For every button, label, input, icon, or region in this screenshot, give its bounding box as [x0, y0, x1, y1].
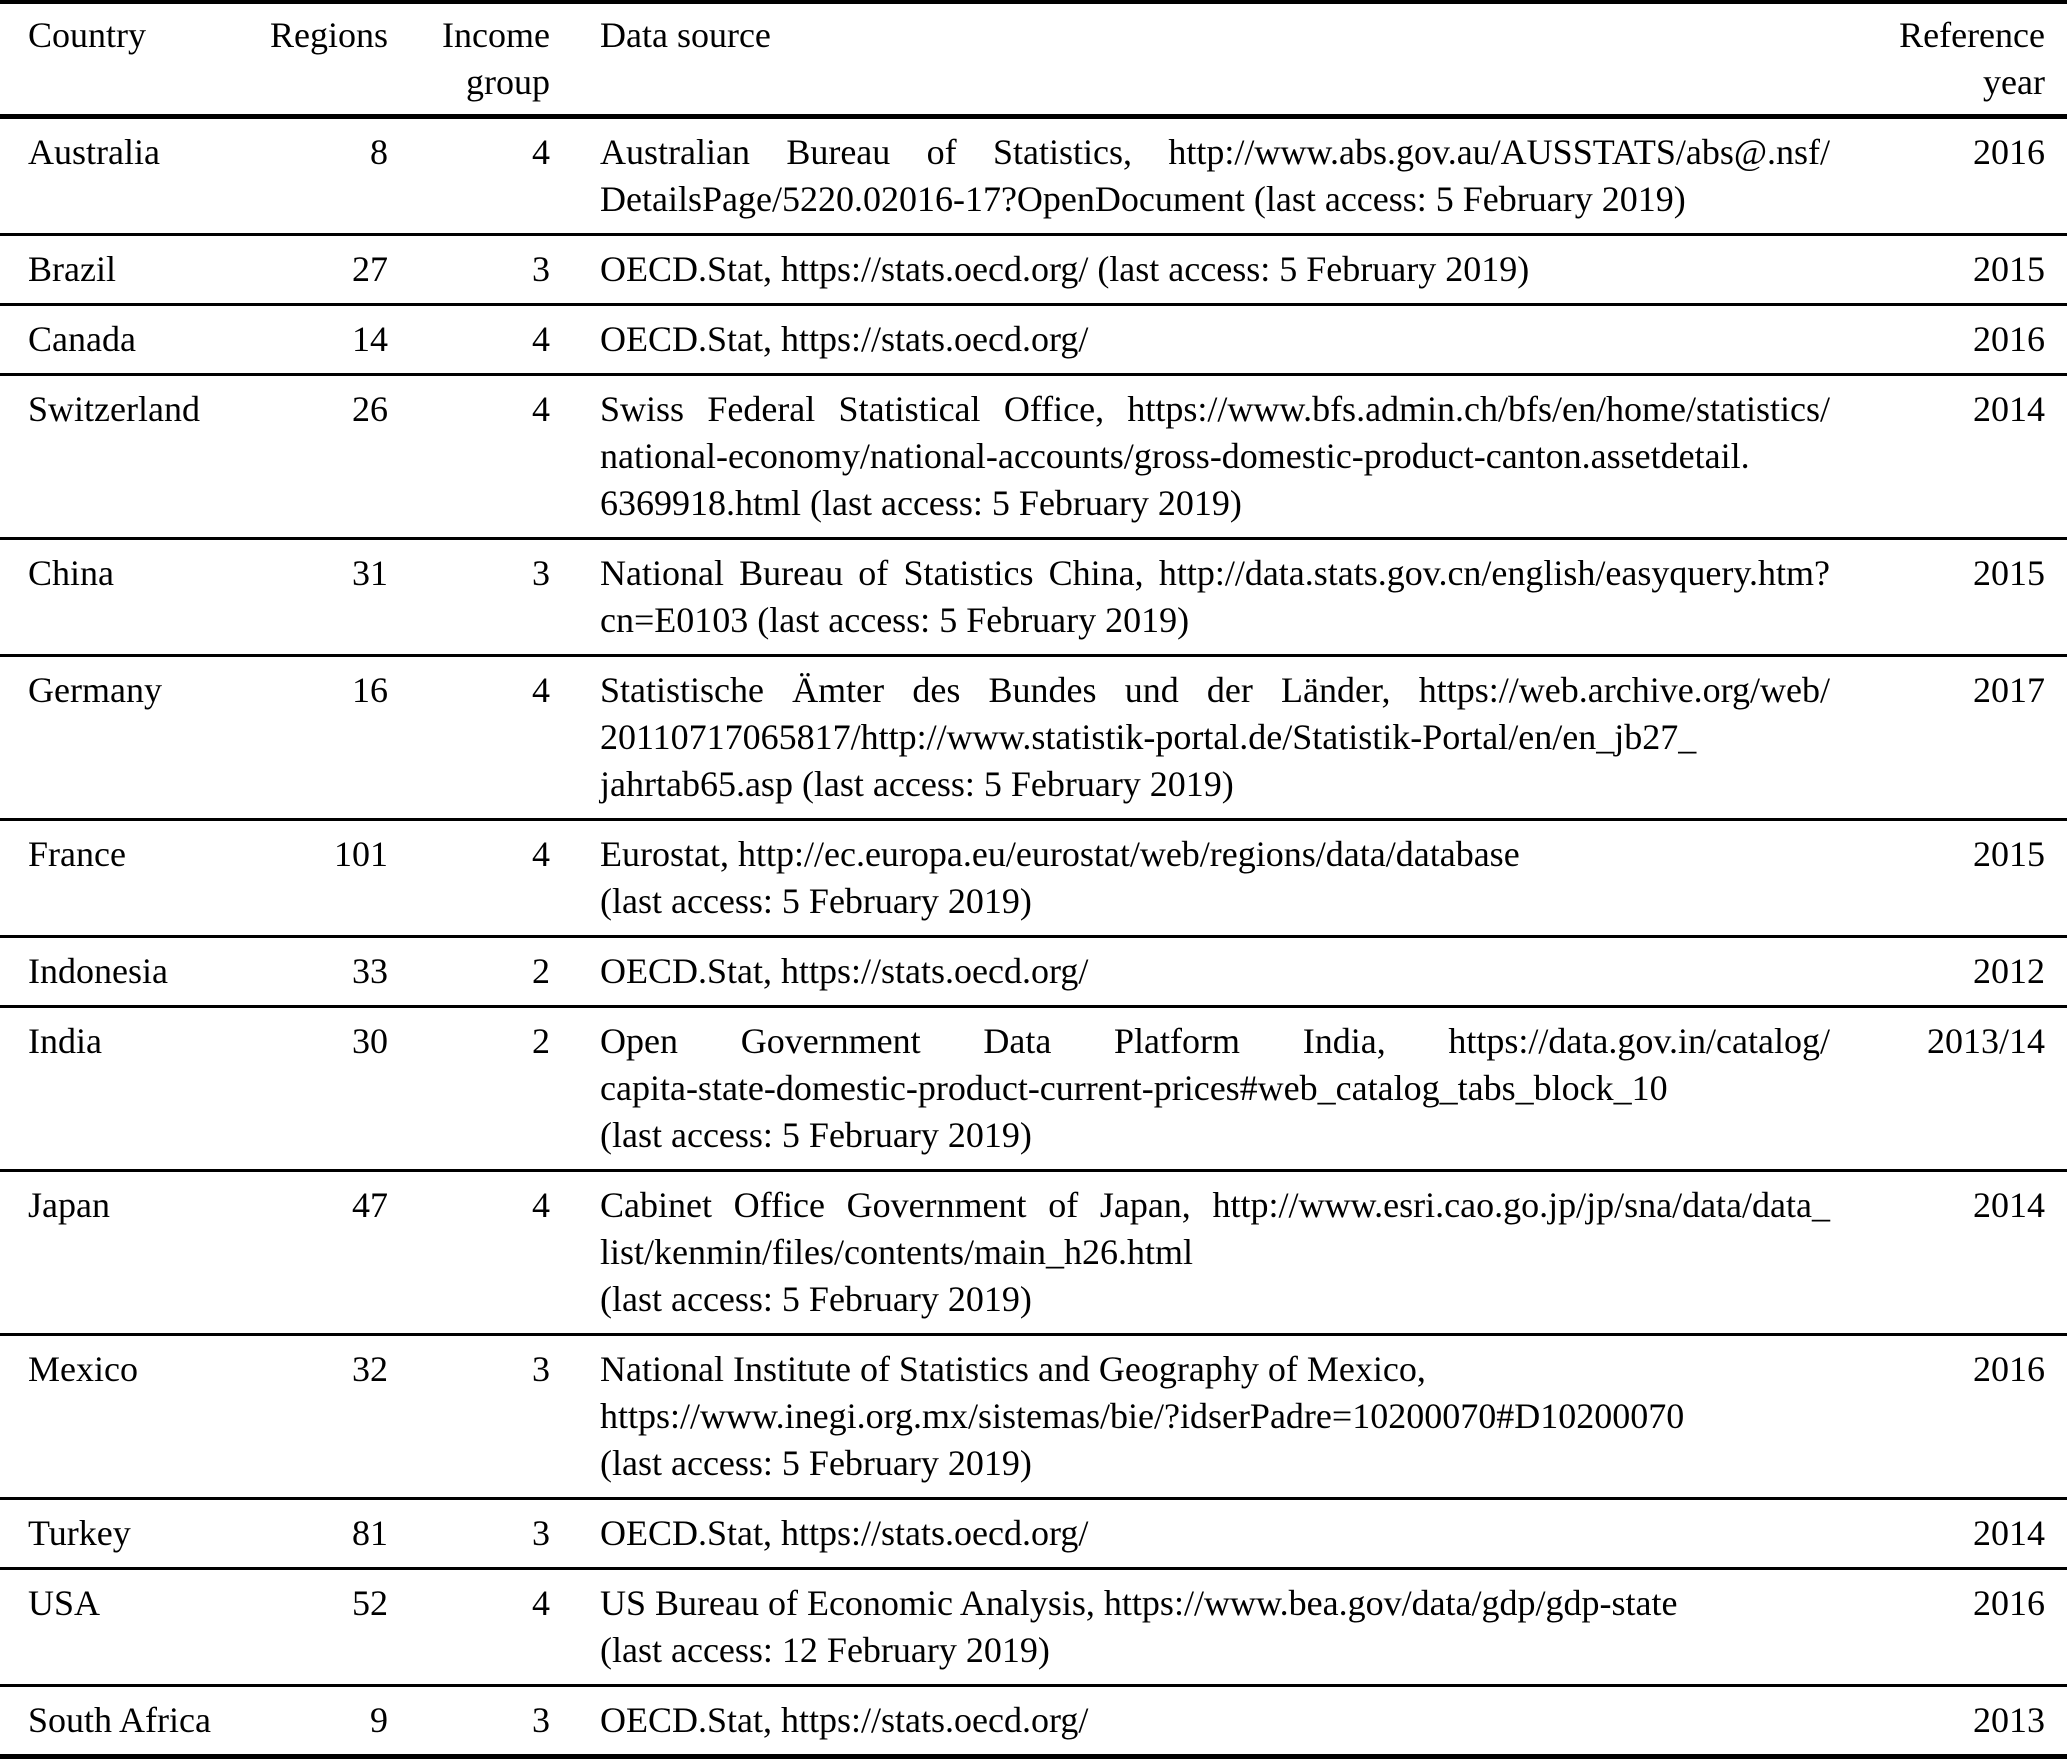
col-header-reference-year	[1880, 2, 2067, 117]
source-line: jahrtab65.asp (last access: 5 February 2019)	[600, 764, 1234, 804]
country-cell: Japan	[0, 1171, 215, 1335]
income-group-cell: 4	[388, 820, 550, 937]
income-group-cell: 3	[388, 539, 550, 656]
source-line: National Bureau of Statistics China, http://data.stats.gov.cn/english/easyquery.htm?	[600, 553, 1830, 593]
col-header-regions-label: Regions	[269, 15, 388, 55]
table-body	[0, 117, 2067, 1757]
col-header-reference-year-line1: Reference	[1899, 15, 2045, 55]
country-cell: Germany	[0, 656, 215, 820]
col-header-reference-year-line2: year	[1983, 62, 2045, 102]
source-line: (last access: 5 February 2019)	[600, 1115, 1032, 1155]
source-line: https://www.inegi.org.mx/sistemas/bie/?idserPadre=10200070#D10200070	[600, 1396, 1685, 1436]
regions-cell: 9	[370, 1700, 388, 1740]
col-header-income-group-line2: group	[466, 62, 550, 102]
data-source-cell	[550, 117, 1880, 235]
regions-cell: 16	[215, 656, 388, 820]
col-header-regions	[215, 2, 388, 117]
data-source-cell	[550, 1171, 1880, 1335]
income-group-cell: 4	[388, 1569, 550, 1686]
source-line: National Institute of Statistics and Geography of Mexico,	[600, 1349, 1426, 1389]
income-group-cell: 4	[388, 656, 550, 820]
data-source-cell	[550, 656, 1880, 820]
data-source-cell	[550, 820, 1880, 937]
country-cell: Indonesia	[0, 937, 215, 1007]
regions-cell: 101	[215, 820, 388, 937]
source-line: Statistische Ämter des Bundes und der Länder, https://web.archive.org/web/	[600, 670, 1830, 710]
regions-cell: 81	[215, 1499, 388, 1569]
table-row	[0, 1335, 2067, 1499]
data-source-cell	[550, 1686, 1880, 1757]
source-line: US Bureau of Economic Analysis, https://www.bea.gov/data/gdp/gdp-state	[600, 1583, 1678, 1623]
table-row	[0, 1569, 2067, 1686]
regions-cell: 27	[215, 235, 388, 305]
table-row	[0, 820, 2067, 937]
table-row	[0, 305, 2067, 375]
country-cell: Brazil	[0, 235, 215, 305]
col-header-income-group	[388, 2, 550, 117]
table-row	[0, 1686, 2067, 1757]
reference-year-cell: 2015	[1880, 820, 2067, 937]
income-group-cell: 4	[388, 1171, 550, 1335]
table-row	[0, 656, 2067, 820]
reference-year-cell: 2012	[1880, 937, 2067, 1007]
income-group-cell: 2	[388, 1007, 550, 1171]
source-line: national-economy/national-accounts/gross-domestic-product-canton.assetdetail.	[600, 436, 1750, 476]
country-cell: Canada	[0, 305, 215, 375]
data-source-cell	[550, 235, 1880, 305]
table-row	[0, 1171, 2067, 1335]
country-cell: France	[0, 820, 215, 937]
regions-cell: 8	[215, 117, 388, 235]
reference-year-cell: 2017	[1880, 656, 2067, 820]
table-row	[0, 117, 2067, 235]
country-cell: China	[0, 539, 215, 656]
source-line: OECD.Stat, https://stats.oecd.org/ (last access: 5 February 2019)	[600, 249, 1530, 289]
reference-year-cell: 2014	[1880, 1171, 2067, 1335]
reference-year-cell: 2016	[1880, 1335, 2067, 1499]
table-row	[0, 1499, 2067, 1569]
table-row	[0, 937, 2067, 1007]
source-line: (last access: 5 February 2019)	[600, 881, 1032, 921]
reference-year-cell: 2016	[1880, 117, 2067, 235]
source-line: 20110717065817/http://www.statistik-portal.de/Statistik-Portal/en/en_jb27_	[600, 717, 1697, 757]
reference-year-cell: 2014	[1880, 1499, 2067, 1569]
reference-year-cell: 2016	[1880, 305, 2067, 375]
country-cell: Turkey	[0, 1499, 215, 1569]
source-line: list/kenmin/files/contents/main_h26.html	[600, 1232, 1193, 1272]
country-cell: South Africa	[28, 1700, 211, 1740]
regions-cell: 14	[215, 305, 388, 375]
col-header-data-source-label: Data source	[600, 15, 771, 55]
income-group-cell: 3	[388, 1335, 550, 1499]
data-source-cell	[550, 1335, 1880, 1499]
regions-cell: 52	[215, 1569, 388, 1686]
regions-cell: 26	[215, 375, 388, 539]
table-row	[0, 539, 2067, 656]
regions-cell: 47	[215, 1171, 388, 1335]
col-header-income-group-line1: Income	[442, 15, 550, 55]
income-group-cell: 3	[388, 1499, 550, 1569]
income-group-cell: 3	[388, 235, 550, 305]
country-cell: Switzerland	[0, 375, 215, 539]
country-cell: India	[0, 1007, 215, 1171]
data-source-cell	[550, 937, 1880, 1007]
country-cell: Australia	[0, 117, 215, 235]
regions-cell: 31	[215, 539, 388, 656]
data-source-cell	[550, 539, 1880, 656]
reference-year-cell: 2013	[1973, 1700, 2045, 1740]
reference-year-cell: 2016	[1880, 1569, 2067, 1686]
col-header-country-label: Country	[28, 15, 147, 55]
source-line: Australian Bureau of Statistics, http://www.abs.gov.au/AUSSTATS/abs@.nsf/	[600, 132, 1830, 172]
data-source-cell	[550, 305, 1880, 375]
reference-year-cell: 2014	[1880, 375, 2067, 539]
income-group-cell: 2	[388, 937, 550, 1007]
country-cell: Mexico	[0, 1335, 215, 1499]
source-line: OECD.Stat, https://stats.oecd.org/	[600, 319, 1089, 359]
source-line: (last access: 12 February 2019)	[600, 1630, 1050, 1670]
regions-cell: 33	[215, 937, 388, 1007]
source-line: Swiss Federal Statistical Office, https://www.bfs.admin.ch/bfs/en/home/statistics/	[600, 389, 1830, 429]
income-group-cell: 4	[388, 375, 550, 539]
country-cell: USA	[0, 1569, 215, 1686]
table-row	[0, 235, 2067, 305]
income-group-cell: 4	[388, 305, 550, 375]
source-line: Eurostat, http://ec.europa.eu/eurostat/web/regions/data/database	[600, 834, 1520, 874]
table-row	[0, 375, 2067, 539]
income-group-cell: 4	[388, 117, 550, 235]
table-row	[0, 1007, 2067, 1171]
source-line: OECD.Stat, https://stats.oecd.org/	[600, 951, 1089, 991]
data-source-cell	[550, 1499, 1880, 1569]
source-line: Open Government Data Platform India, https://data.gov.in/catalog/	[600, 1021, 1830, 1061]
source-line: OECD.Stat, https://stats.oecd.org/	[600, 1700, 1089, 1740]
source-line: capita-state-domestic-product-current-prices#web_catalog_tabs_block_10	[600, 1068, 1668, 1108]
source-line: DetailsPage/5220.02016-17?OpenDocument (last access: 5 February 2019)	[600, 179, 1686, 219]
data-source-cell	[550, 1569, 1880, 1686]
reference-year-cell: 2015	[1880, 539, 2067, 656]
source-line: 6369918.html (last access: 5 February 2019)	[600, 483, 1242, 523]
header-row	[0, 2, 2067, 117]
source-line: OECD.Stat, https://stats.oecd.org/	[600, 1513, 1089, 1553]
reference-year-cell: 2015	[1880, 235, 2067, 305]
data-source-cell	[550, 375, 1880, 539]
col-header-data-source	[550, 2, 1880, 117]
reference-year-cell: 2013/14	[1880, 1007, 2067, 1171]
regions-cell: 32	[215, 1335, 388, 1499]
source-line: (last access: 5 February 2019)	[600, 1279, 1032, 1319]
source-line: Cabinet Office Government of Japan, http://www.esri.cao.go.jp/jp/sna/data/data_	[600, 1185, 1830, 1225]
income-group-cell: 3	[532, 1700, 550, 1740]
data-source-cell	[550, 1007, 1880, 1171]
source-line: cn=E0103 (last access: 5 February 2019)	[600, 600, 1190, 640]
source-line: (last access: 5 February 2019)	[600, 1443, 1032, 1483]
col-header-country	[0, 2, 215, 117]
regions-cell: 30	[215, 1007, 388, 1171]
